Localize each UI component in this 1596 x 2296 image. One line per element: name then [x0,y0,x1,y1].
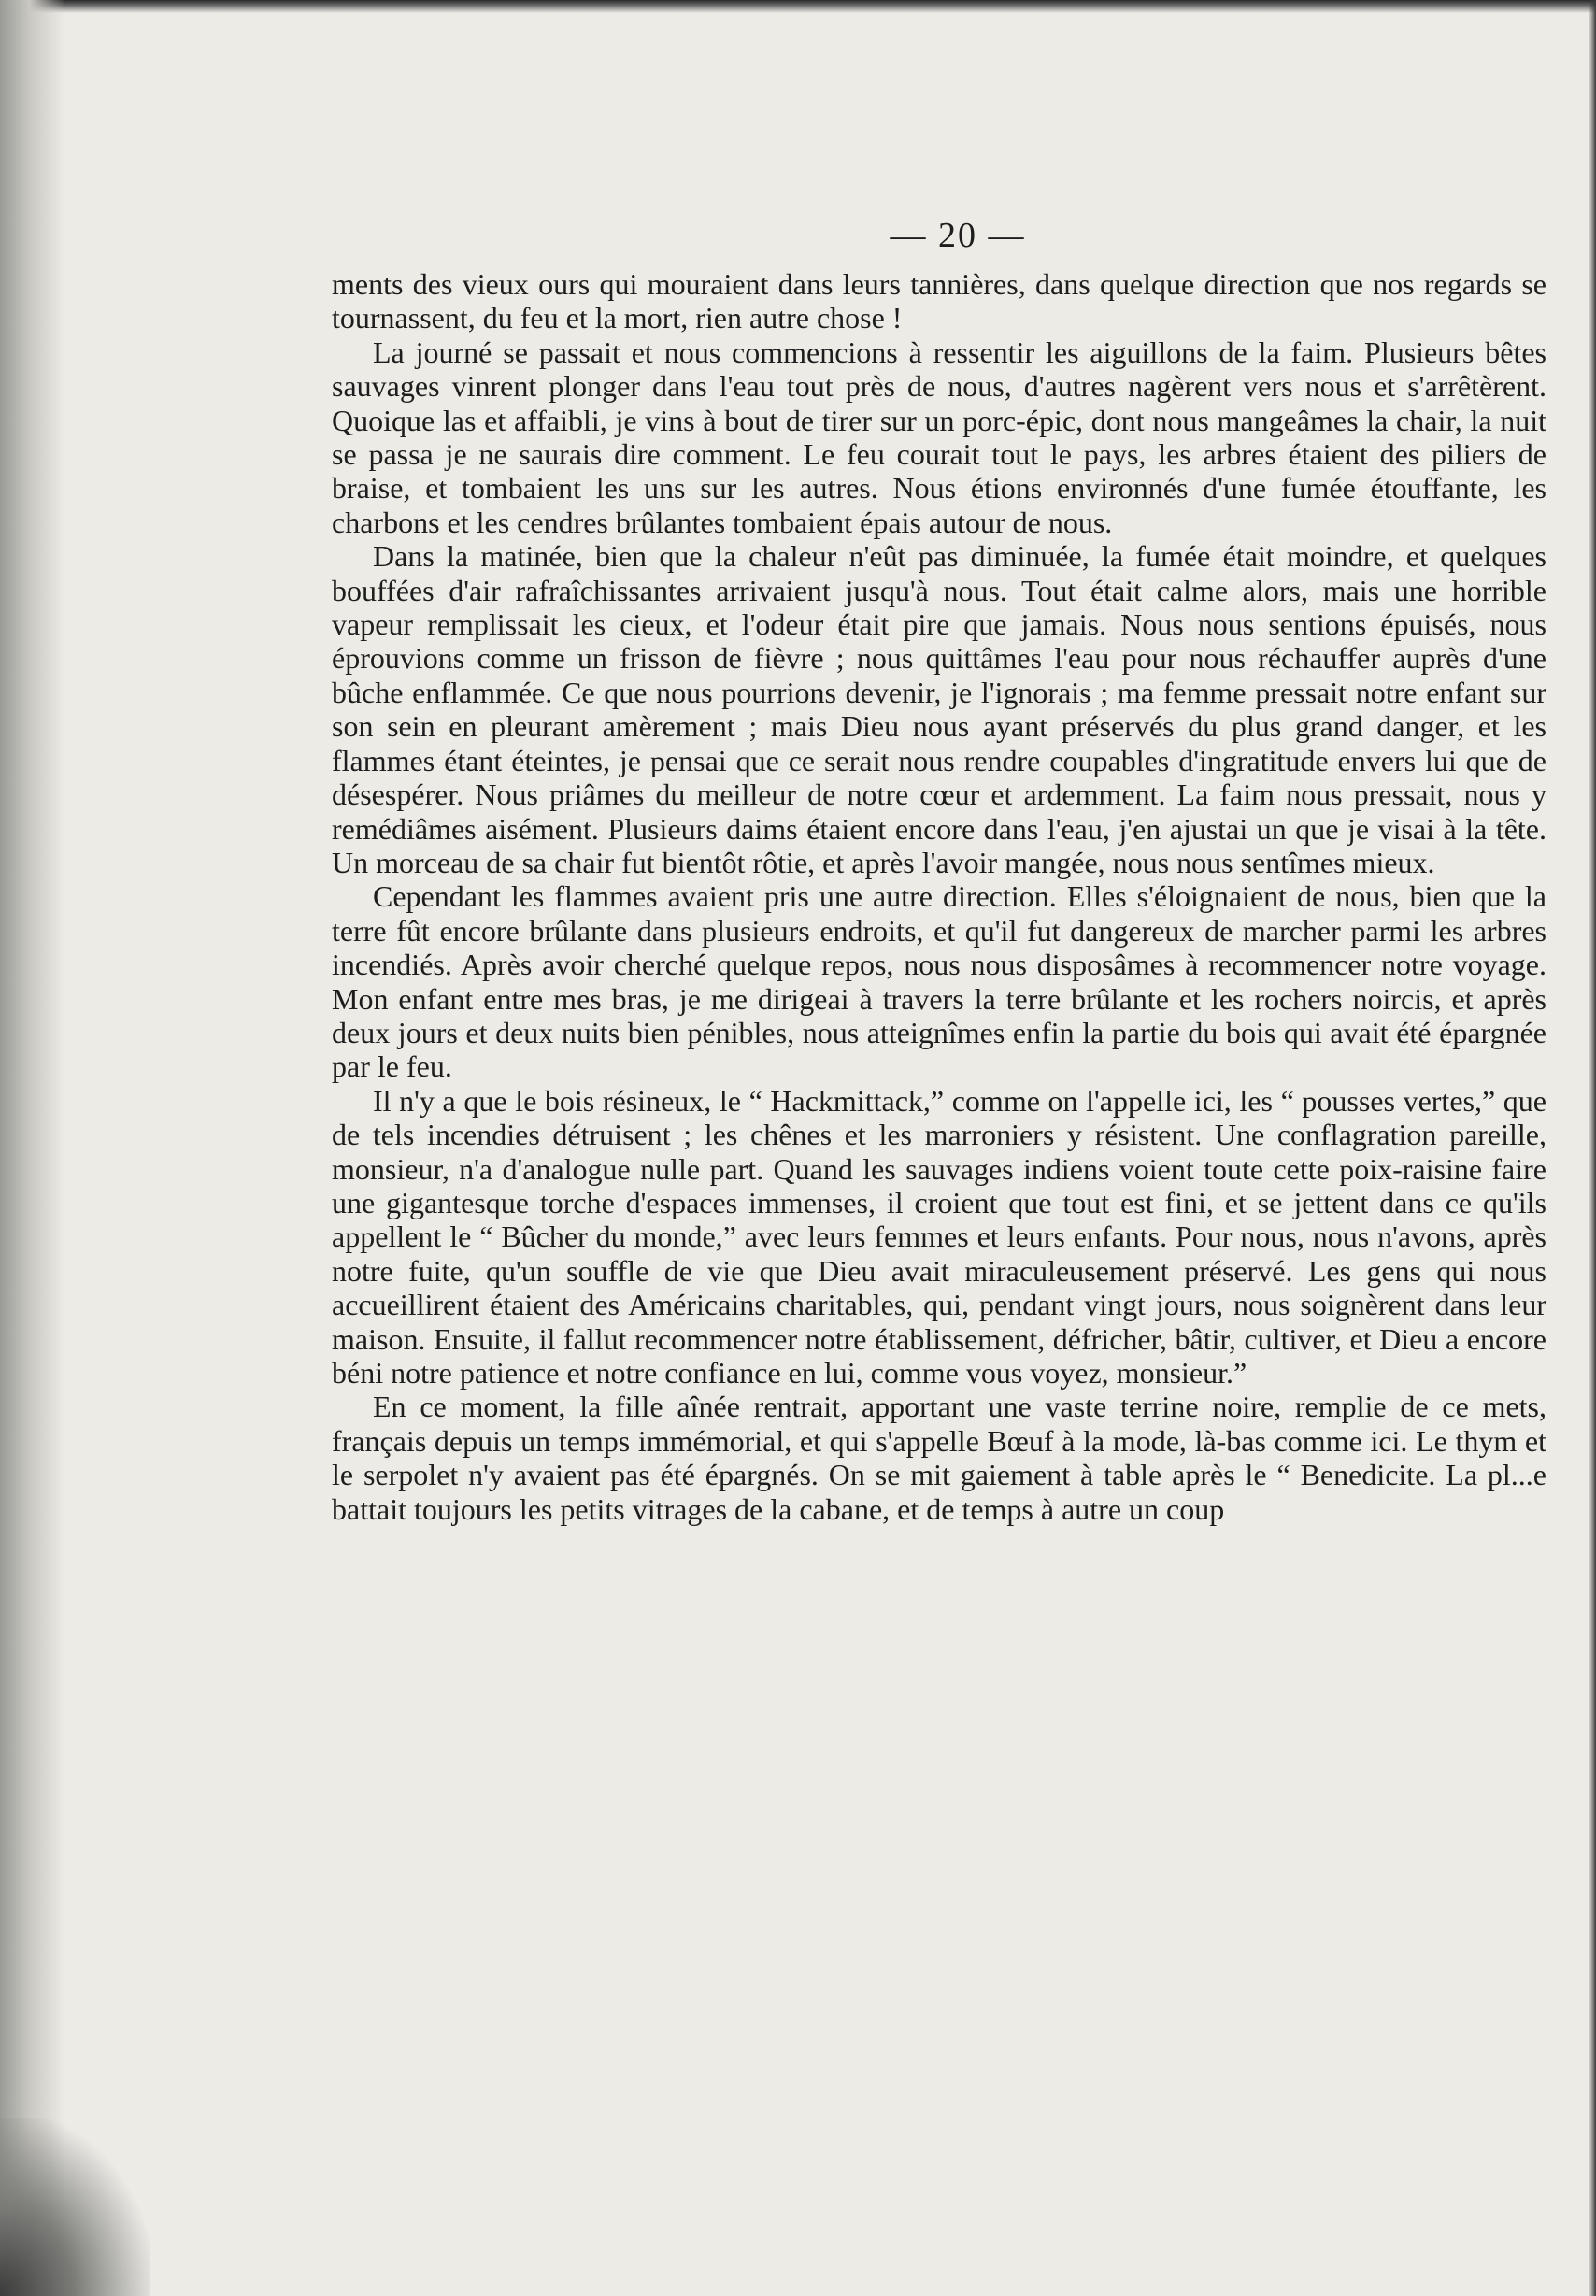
paragraph-2: La journé se passait et nous commencions à ressentir les aiguillons de la faim. Plusieurs bêtes sauvages vinrent plonger dans l'eau tout près de nous, d'autres nagèrent vers nous et s'arrêtèrent. Quoique las et affaibli, je vins à bout de tirer sur un porc-épic, dont nous mangeâmes la chair, la nuit se passa je ne saurais dire comment. Le feu courait tout le pays, les arbres étaient des piliers de braise, et tombaient les uns sur les autres. Nous étions environnés d'une fumée étouffante, les charbons et les cendres brûlantes tombaient épais autour de nous. [332,335,1546,539]
page-number: — 20 — [890,216,1026,255]
document-page [332,215,1546,1526]
scan-edge-left [0,0,65,2296]
paragraph-5: Il n'y a que le bois résineux, le “ Hackmittack,” comme on l'appelle ici, les “ pousses vertes,” que de tels incendies détruisent ; les chênes et les marroniers y résistent. Une conflagration pareille, monsieur, n'a d'analogue nulle part. Quand les sauvages indiens voient toute cette poix-raisine faire une gigantesque torche d'espaces immenses, il croient que tout est fini, et se jettent dans ce qu'ils appellent le “ Bûcher du monde,” avec leurs femmes et leurs enfants. Pour nous, nous n'avons, après notre fuite, qu'un souffle de vie que Dieu avait miraculeusement préservé. Les gens qui nous accueillirent étaient des Américains charitables, qui, pendant vingt jours, nous soignèrent dans leur maison. Ensuite, il fallut recommencer notre établissement, défricher, bâtir, cultiver, et Dieu a encore béni notre patience et notre confiance en lui, comme vous voyez, monsieur.” [332,1083,1546,1390]
paragraph-1: ments des vieux ours qui mouraient dans leurs tannières, dans quelque direction que nos regards se tournassent, du feu et la mort, rien autre chose ! [332,267,1546,335]
paragraph-6: En ce moment, la fille aînée rentrait, apportant une vaste terrine noire, remplie de ce mets, français depuis un temps immémorial, et qui s'appelle Bœuf à la mode, là-bas comme ici. Le thym et le serpolet n'y avaient pas été épargnés. On se mit gaiement à table après le “ Benedicite. La pl...e battait toujours les petits vitrages de la cabane, et de temps à autre un coup [332,1390,1546,1526]
body-text [332,267,1546,1526]
scan-edge-top [0,0,1596,13]
scan-stain-bottom-left [0,2118,150,2296]
paragraph-4: Cependant les flammes avaient pris une autre direction. Elles s'éloignaient de nous, bien que la terre fût encore brûlante dans plusieurs endroits, et qu'il fut dangereux de marcher parmi les arbres incendiés. Après avoir cherché quelque repos, nous nous disposâmes à recommencer notre voyage. Mon enfant entre mes bras, je me dirigeai à travers la terre brûlante et les rochers noircis, et après deux jours et deux nuits bien pénibles, nous atteignîmes enfin la partie du bois qui avait été épargnée par le feu. [332,879,1546,1084]
paragraph-3: Dans la matinée, bien que la chaleur n'eût pas diminuée, la fumée était moindre, et quelques bouffées d'air rafraîchissantes arrivaient jusqu'à nous. Tout était calme alors, mais une horrible vapeur remplissait les cieux, et l'odeur était pire que jamais. Nous nous sentions épuisés, nous éprouvions comme un frisson de fièvre ; nous quittâmes l'eau pour nous réchauffer auprès d'une bûche enflammée. Ce que nous pourrions devenir, je l'ignorais ; ma femme pressait notre enfant sur son sein en pleurant amèrement ; mais Dieu nous ayant préservés du plus grand danger, et les flammes étant éteintes, je pensai que ce serait nous rendre coupables d'ingratitude envers lui que de désespérer. Nous priâmes du meilleur de notre cœur et ardemment. La faim nous pressait, nous y remédiâmes aisément. Plusieurs daims étaient encore dans l'eau, j'en ajustai un que je visai à la tête. Un morceau de sa chair fut bientôt rôtie, et après l'avoir mangée, nous nous sentîmes mieux. [332,539,1546,879]
scan-edge-right [1589,0,1596,2296]
